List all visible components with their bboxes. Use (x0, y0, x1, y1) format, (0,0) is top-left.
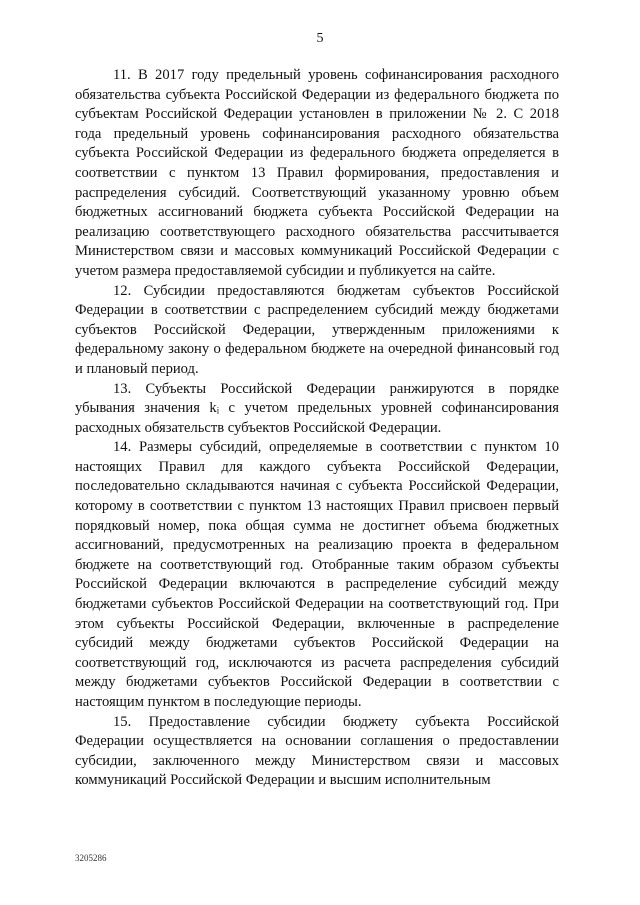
document-body (75, 66, 559, 791)
document-code: 3205286 (75, 853, 107, 863)
paragraph-14: 14. Размеры субсидий, определяемые в соответствии с пунктом 10 настоящих Правил для каждого субъекта Российской Федерации, последовательно складываются начиная с субъекта Российской Федерации, которому в соответствии с пунктом 13 настоящих Правил присвоен первый порядковый номер, пока общая сумма не достигнет объема бюджетных ассигнований, предусмотренных на реализацию проекта в федеральном бюджете на соответствующий год. Отобранные таким образом субъекты Российской Федерации включаются в распределение субсидий между бюджетами субъектов Российской Федерации на соответствующий год. При этом субъекты Российской Федерации, включенные в распределение субсидий между бюджетами субъектов Российской Федерации на соответствующий год, исключаются из расчета распределения субсидий между бюджетами субъектов Российской Федерации в соответствии с настоящим пунктом в последующие периоды. (75, 439, 559, 710)
paragraph-15: 15. Предоставление субсидии бюджету субъекта Российской Федерации осуществляется на основании соглашения о предоставлении субсидии, заключенного между Министерством связи и массовых коммуникаций Российской Федерации и высшим исполнительным (75, 713, 559, 789)
paragraph-12: 12. Субсидии предоставляются бюджетам субъектов Российской Федерации в соответствии с распределением субсидий между бюджетами субъектов Российской Федерации, утвержденным приложениями к федеральному закону о федеральном бюджете на очередной финансовый год и плановый период. (75, 282, 559, 377)
paragraph-13: 13. Субъекты Российской Федерации ранжируются в порядке убывания значения kᵢ с учетом предельных уровней софинансирования расходных обязательств субъектов Российской Федерации. (75, 380, 559, 436)
paragraph-11: 11. В 2017 году предельный уровень софинансирования расходного обязательства субъекта Российской Федерации из федерального бюджета по субъектам Российской Федерации установлен в приложении № 2. С 2018 года предельный уровень софинансирования расходного обязательства субъекта Российской Федерации из федерального бюджета определяется в соответствии с пунктом 13 Правил формирования, предоставления и распределения субсидий. Соответствующий указанному уровню объем бюджетных ассигнований бюджета субъекта Российской Федерации на реализацию соответствующего расходного обязательства рассчитывается Министерством связи и массовых коммуникаций Российской Федерации с учетом размера предоставляемой субсидии и публикуется на сайте. (75, 67, 559, 279)
page-number: 5 (316, 31, 324, 46)
